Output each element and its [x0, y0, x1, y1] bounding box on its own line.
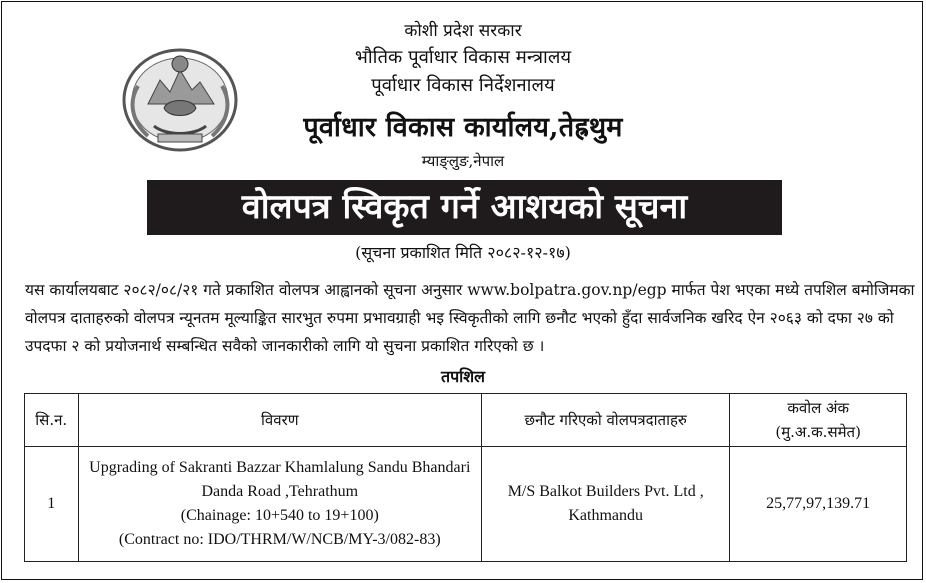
row-description — [78, 447, 482, 562]
row-bidder-line-2: Kathmandu — [568, 507, 644, 524]
notice-body-line-2: वोलपत्र दाताहरुको वोलपत्र न्यूनतम मूल्याङ्कित सारभुत रुपमा प्रभावग्राही भइ स्विकृतीको लागि छनौट भएको हुँदा सार्वजनिक खरिद ऐन २०६३ को दफा २७ को — [25, 309, 894, 327]
header-bid-amount — [730, 394, 907, 447]
row-serial-number: 1 — [25, 447, 79, 562]
notice-body-line-1: यस कार्यालयबाट २०८२/०८/२१ गते प्रकाशित वोलपत्र आह्वानको सूचना अनुसार www.bolpatra.gov.np/egp मार्फत पेश भएका मध्ये तपशिल बमोजिमका — [25, 281, 915, 299]
table-header-row — [25, 394, 907, 447]
notice-body-line-3: उपदफा २ को प्रयोजनार्थ सम्बन्धित सवैको जानकारीको लागि यो सुचना प्रकाशित गरिएको छ । — [25, 337, 545, 355]
ministry-name: भौतिक पूर्वाधार विकास मन्त्रालय — [354, 47, 572, 68]
row-bidder-line-1: M/S Balkot Builders Pvt. Ltd , — [507, 483, 704, 500]
province-government: कोशी प्रदेश सरकार — [404, 21, 522, 41]
office-name: पूर्वाधार विकास कार्यालय,तेह्रथुम — [303, 112, 623, 143]
header-bid-amount-label: कवोल अंक — [787, 399, 849, 417]
table-row — [25, 447, 907, 562]
row-bid-amount: 25,77,97,139.71 — [730, 447, 907, 562]
row-description-line-3: (Chainage: 10+540 to 19+100) — [180, 507, 379, 524]
office-location: म्याङ्लुङ,नेपाल — [421, 152, 505, 170]
row-description-line-1: Upgrading of Sakranti Bazzar Khamlalung Sandu Bhandari — [89, 459, 471, 476]
header-bid-amount-note: (मु.अ.क.समेत) — [775, 423, 861, 441]
table-caption: तपशिल — [440, 367, 486, 386]
directorate-name: पूर्वाधार विकास निर्देशनालय — [371, 75, 555, 96]
header-description: विवरण — [78, 394, 482, 447]
header-selected-bidder: छनौट गरिएको वोलपत्रदाताहरु — [482, 394, 730, 447]
bid-details-table — [24, 393, 907, 562]
row-selected-bidder — [482, 447, 730, 562]
row-description-line-2: Danda Road ,Tehrathum — [201, 483, 359, 500]
row-description-line-4: (Contract no: IDO/THRM/W/NCB/MY-3/082-83) — [118, 531, 441, 548]
header-serial-number: सि.न. — [25, 394, 79, 447]
notice-title: वोलपत्र स्विकृत गर्ने आशयको सूचना — [147, 180, 782, 235]
publication-date: (सूचना प्रकाशित मिति २०८२-१२-१७) — [355, 243, 571, 262]
